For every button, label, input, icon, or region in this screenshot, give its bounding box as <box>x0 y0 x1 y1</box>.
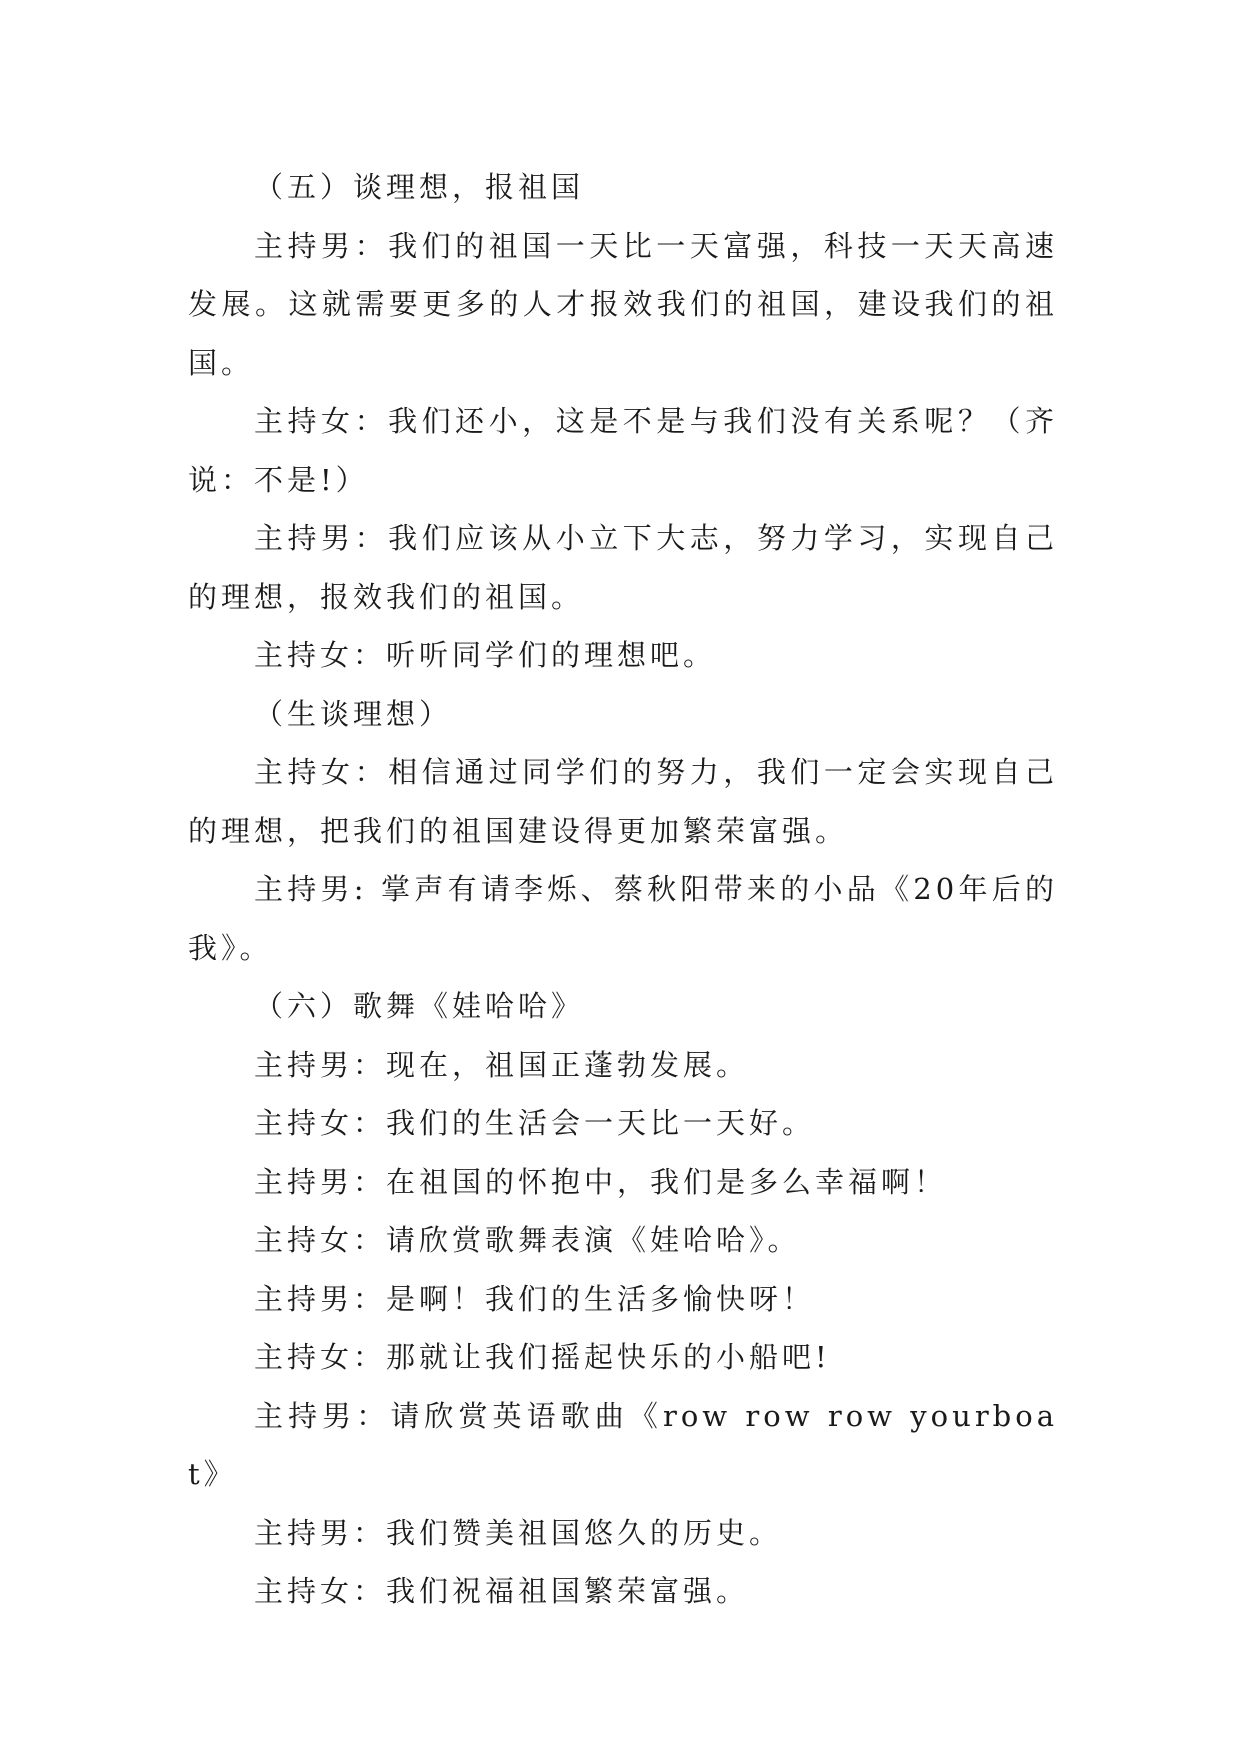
dialogue-paragraph: 主持男：在祖国的怀抱中，我们是多么幸福啊！ <box>254 1164 948 1199</box>
dialogue-paragraph: 主持女：听听同学们的理想吧。 <box>254 638 717 672</box>
document-body <box>188 158 1058 1621</box>
dialogue-paragraph: 主持男：我们赞美祖国悠久的历史。 <box>254 1515 783 1550</box>
stage-direction: （生谈理想） <box>254 696 453 731</box>
dialogue-paragraph: 主持男：是啊！我们的生活多愉快呀！ <box>254 1281 816 1316</box>
dialogue-paragraph: 主持女：我们的生活会一天比一天好。 <box>254 1106 816 1140</box>
dialogue-paragraph: 主持男: 掌声有请李烁、蔡秋阳带来的小品《20年后的我》。 <box>188 872 1058 965</box>
dialogue-paragraph: 主持男：我们的祖国一天比一天富强，科技一天天高速发展。这就需要更多的人才报效我们的祖国，建设我们的祖国。 <box>188 228 1058 380</box>
dialogue-paragraph: 主持女：我们还小，这是不是与我们没有关系呢？（齐说：不是!） <box>188 404 1058 497</box>
dialogue-paragraph: 主持男：我们应该从小立下大志，努力学习，实现自己的理想，报效我们的祖国。 <box>188 521 1058 614</box>
section-heading-five: （五）谈理想，报祖国 <box>254 170 585 204</box>
dialogue-paragraph: 主持女：我们祝福祖国繁荣富强。 <box>254 1574 750 1608</box>
dialogue-paragraph: 主持女：相信通过同学们的努力，我们一定会实现自己的理想，把我们的祖国建设得更加繁荣富强。 <box>188 755 1058 848</box>
section-heading-six: （六）歌舞《娃哈哈》 <box>254 989 585 1023</box>
dialogue-paragraph: 主持女：请欣赏歌舞表演《娃哈哈》。 <box>254 1223 801 1257</box>
dialogue-paragraph: 主持男：现在，祖国正蓬勃发展。 <box>254 1047 750 1082</box>
dialogue-paragraph: 主持男：请欣赏英语歌曲《row row row yourboat》 <box>188 1398 1058 1491</box>
dialogue-paragraph: 主持女：那就让我们摇起快乐的小船吧! <box>254 1340 831 1374</box>
